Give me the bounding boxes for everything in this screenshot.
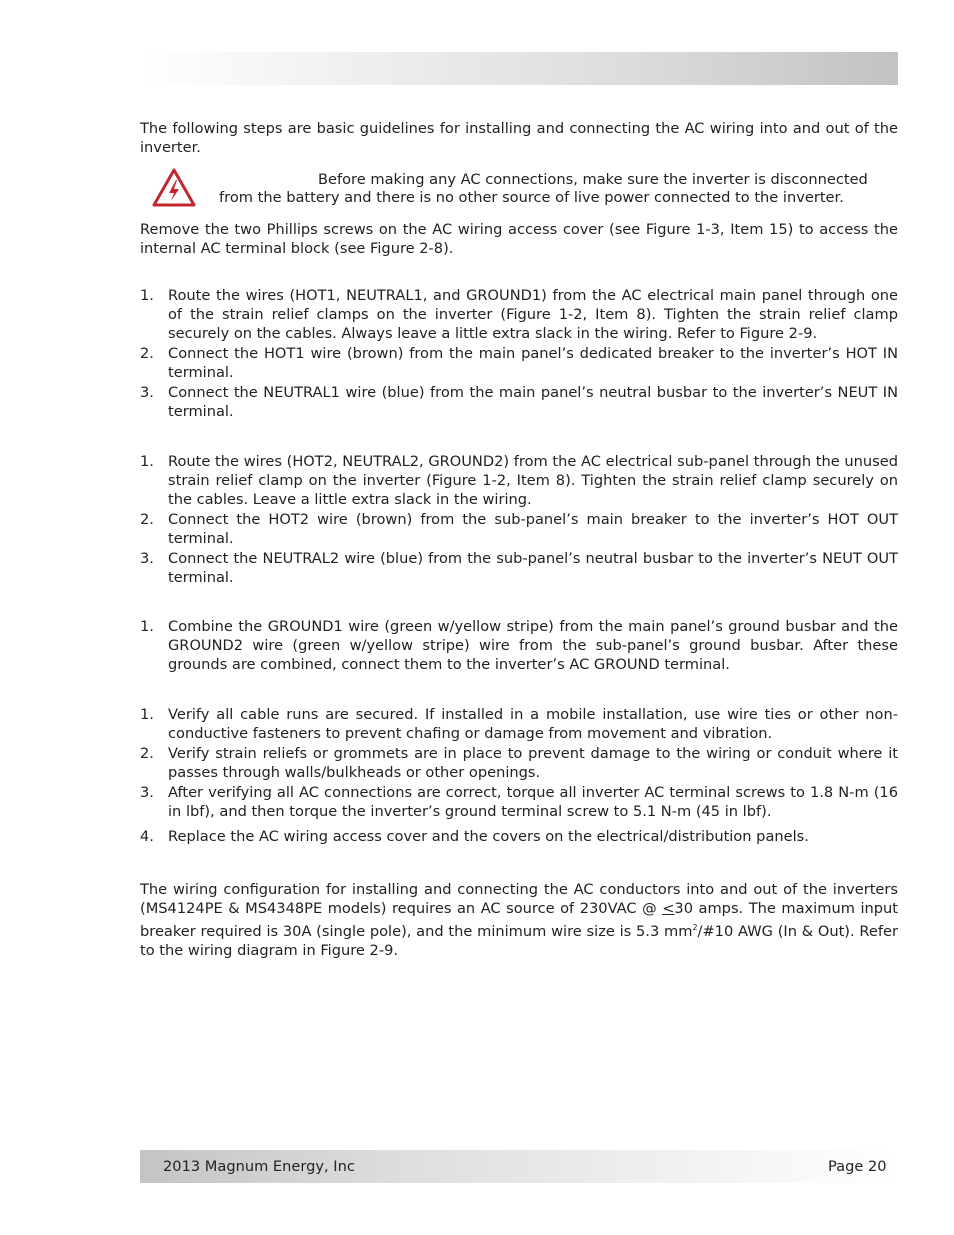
page-number: Page 20 [828, 1158, 887, 1175]
electrical-hazard-icon [152, 168, 196, 208]
list-item: 1. Verify all cable runs are secured. If installed in a mobile installation, use wire ties or other non-conductive fasteners to prevent chafing or damage from movement and vibration. [140, 706, 898, 742]
list-item: 4. Replace the AC wiring access cover and the covers on the electrical/distribution panels. [140, 828, 809, 845]
list-item: 3. Connect the NEUTRAL2 wire (blue) from the sub-panel’s neutral busbar to the inverter’s NEUT OUT terminal. [140, 550, 898, 586]
list-item: 3. After verifying all AC connections are correct, torque all inverter AC terminal screws to 1.8 N-m (16 in lbf), and then torque the inverter’s ground terminal screw to 5.1 N-m (45 in lbf). [140, 784, 898, 820]
output-steps-list [140, 452, 898, 588]
access-paragraph: Remove the two Phillips screws on the AC wiring access cover (see Figure 1-3, Item 15) to access the internal AC terminal block (see Figure 2-8). [140, 221, 898, 257]
footer-copyright: 2013 Magnum Energy, Inc [163, 1158, 355, 1175]
ground-steps-list [140, 617, 898, 675]
final-steps-list [140, 705, 898, 847]
warning-line-1: Before making any AC connections, make sure the inverter is disconnected [318, 171, 868, 188]
input-steps-list [140, 286, 898, 422]
list-item: 1. Route the wires (HOT1, NEUTRAL1, and GROUND1) from the AC electrical main panel through one of the strain relief clamps on the inverter (Figure 1-2, Item 8). Tighten the strain relief clamp securely on the cables. Always leave a little extra slack in the wiring. Refer to Figure 2-9. [140, 287, 898, 342]
config-paragraph: The wiring configuration for installing and connecting the AC conductors into and out of the inverters (MS4124PE & MS4348PE models) requires an AC source of 230VAC @ <30 amps. The maximum input breaker required is 30A (single pole), and the minimum wire size is 5.3 $mm^2/\#10$ AWG (In & Out). Refer to the wiring diagram in Figure 2-9. [140, 881, 898, 959]
list-item: 1. Combine the GROUND1 wire (green w/yellow stripe) from the main panel’s ground busbar and the GROUND2 wire (green w/yellow stripe) wire from the sub-panel’s ground busbar. After these grounds are combined, connect them to the inverter’s AC GROUND terminal. [140, 618, 898, 673]
list-item: 2. Connect the HOT1 wire (brown) from the main panel’s dedicated breaker to the inverter’s HOT IN terminal. [140, 345, 898, 381]
list-item: 2. Connect the HOT2 wire (brown) from the sub-panel’s main breaker to the inverter’s HOT OUT terminal. [140, 511, 898, 547]
list-item: 3. Connect the NEUTRAL1 wire (blue) from the main panel’s neutral busbar to the inverter’s NEUT IN terminal. [140, 384, 898, 420]
list-item: 1. Route the wires (HOT2, NEUTRAL2, GROUND2) from the AC electrical sub-panel through the unused strain relief clamp on the inverter (Figure 1-2, Item 8). Tighten the strain relief clamp securely on the cables. Leave a little extra slack in the wiring. [140, 453, 898, 508]
intro-paragraph: The following steps are basic guidelines for installing and connecting the AC wiring into and out of the inverter. [140, 120, 898, 156]
list-item: 2. Verify strain reliefs or grommets are in place to prevent damage to the wiring or conduit where it passes through walls/bulkheads or other openings. [140, 745, 898, 781]
header-bar [140, 52, 898, 85]
warning-line-2: from the battery and there is no other source of live power connected to the inverter. [219, 189, 844, 206]
